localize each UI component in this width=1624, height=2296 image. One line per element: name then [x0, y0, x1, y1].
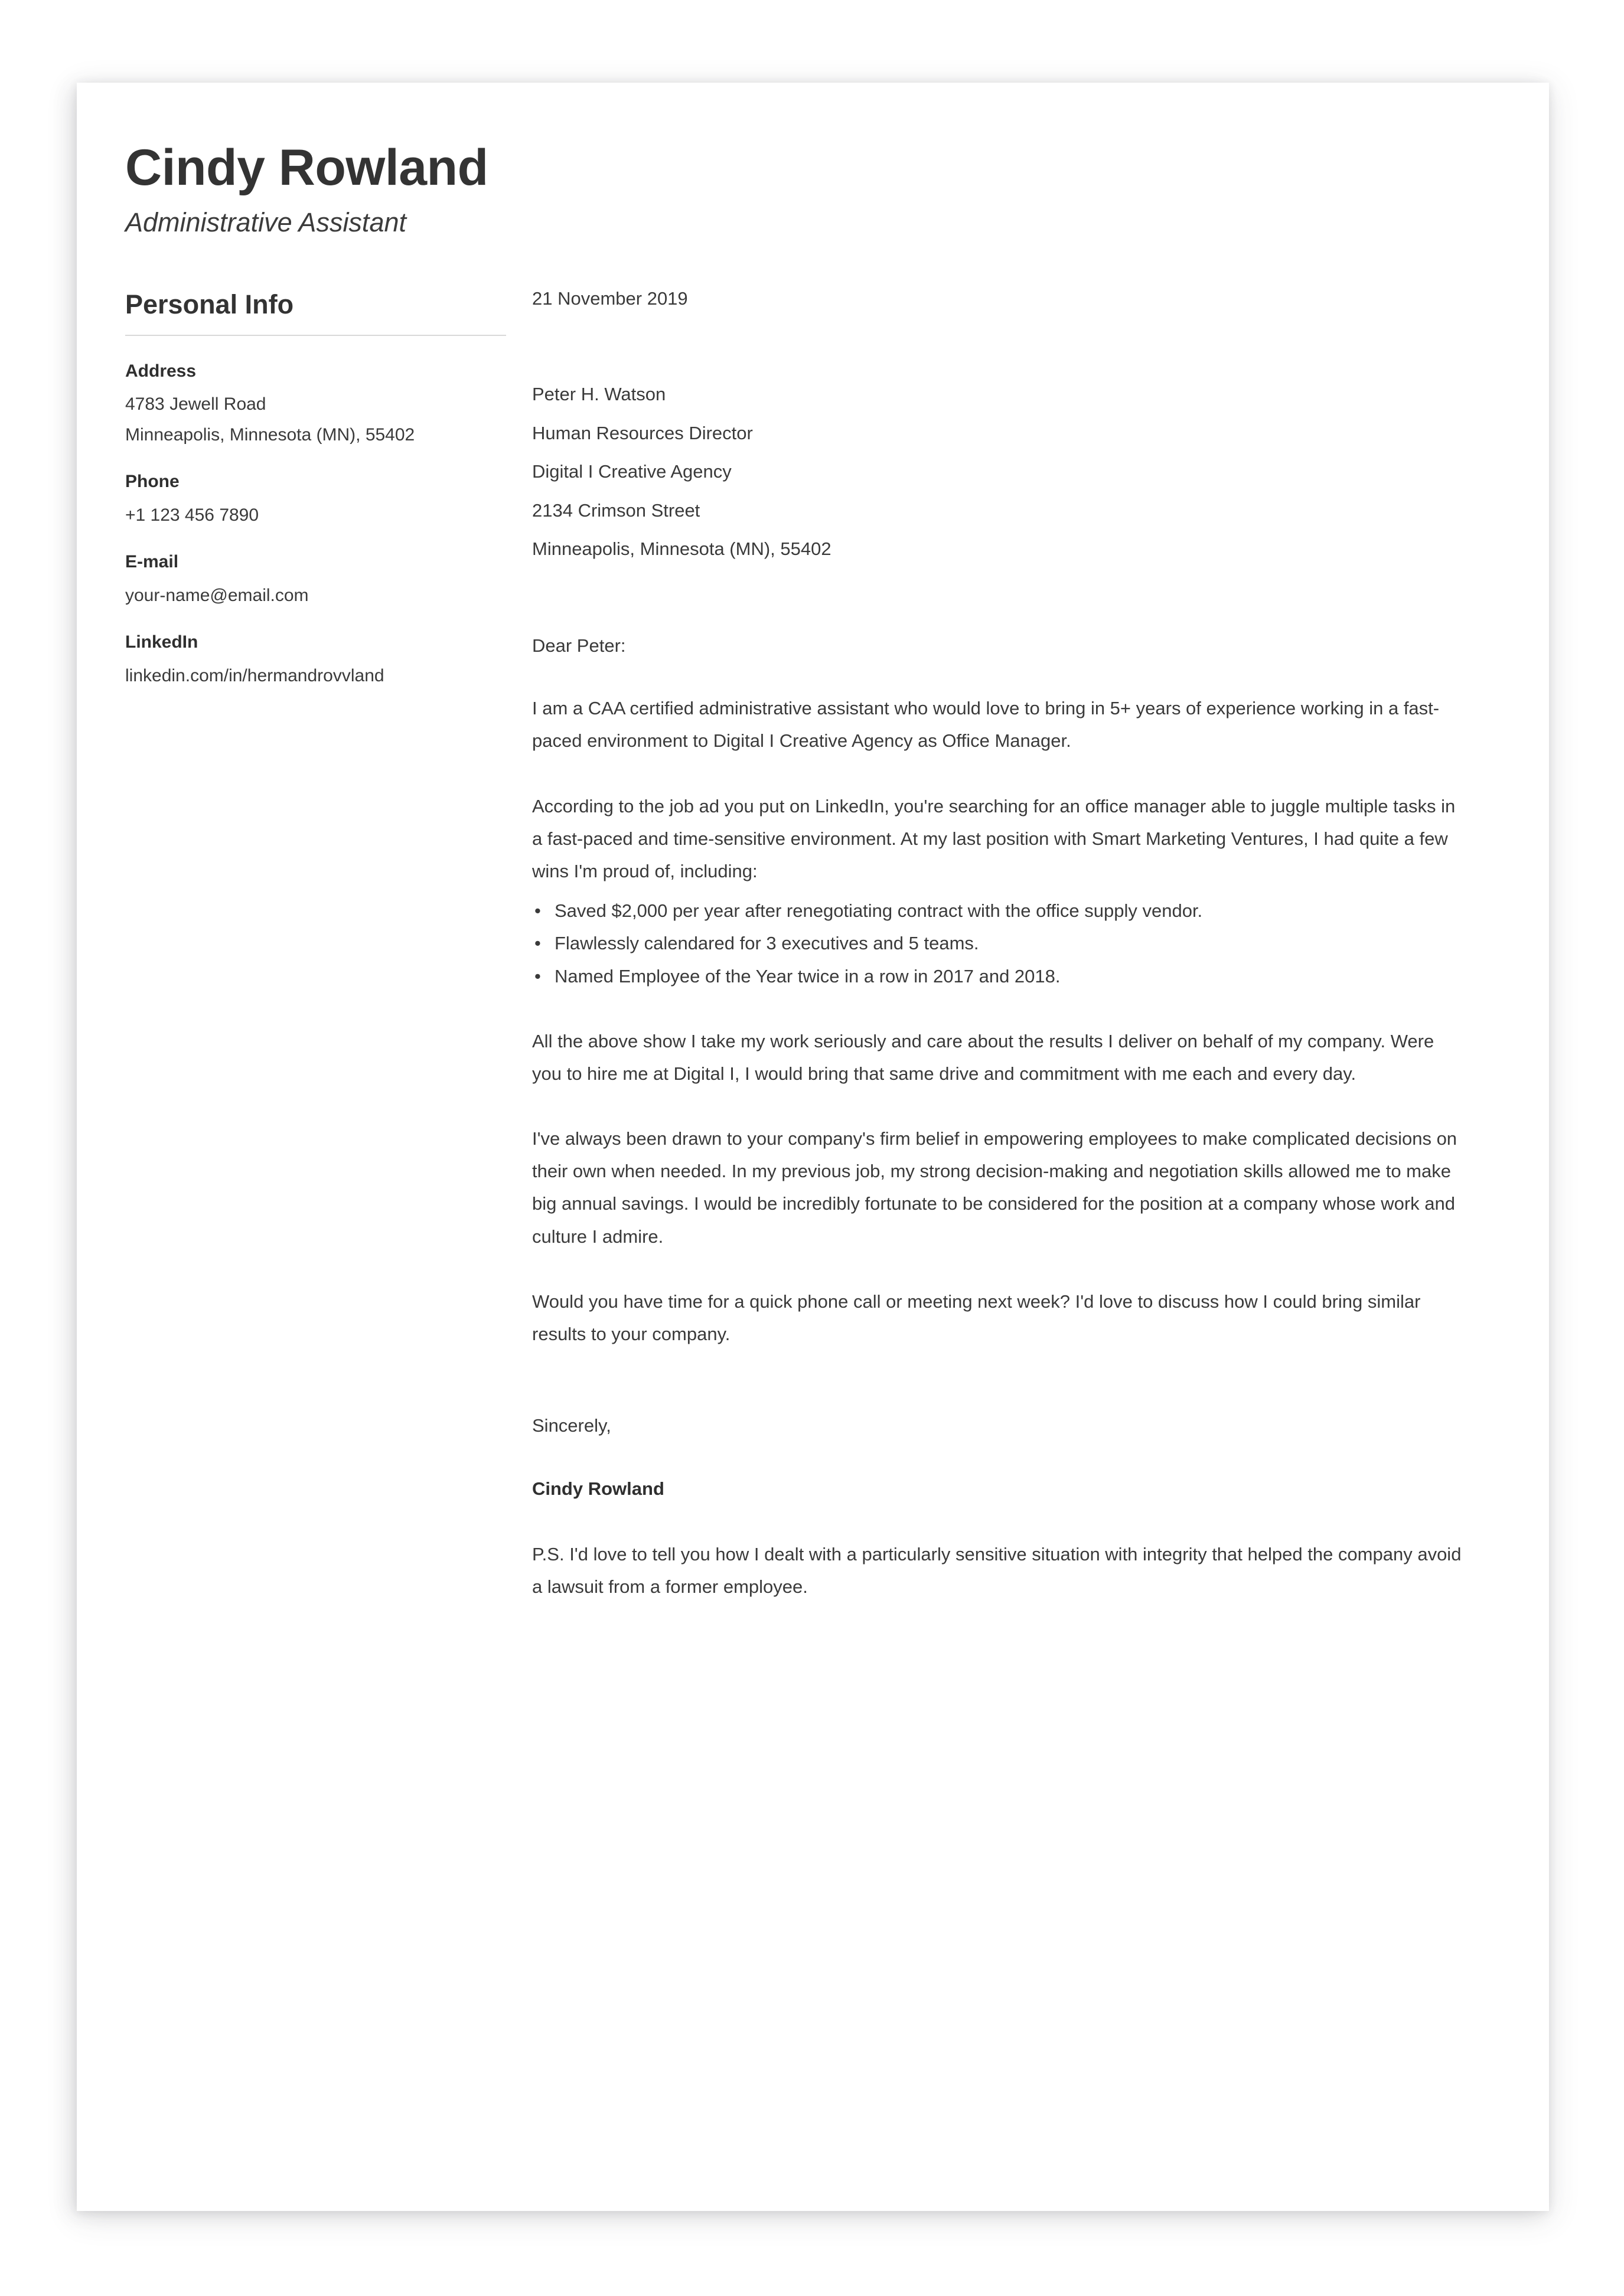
recipient-job-title: Human Resources Director: [532, 422, 753, 443]
page-content: [77, 83, 1549, 2211]
postscript: P.S. I'd love to tell you how I dealt with a particularly sensitive situation with integrity that helped the company avoid a lawsuit from a former employee.: [532, 1544, 1462, 1598]
paragraph-work-ethic: All the above show I take my work seriously and care about the results I deliver on behalf of my company. Were you to hire me at Digital I, I would bring that same drive and commitment with me each and every day.: [532, 1030, 1434, 1084]
email-value[interactable]: your-name@email.com: [125, 585, 309, 605]
recipient-name: Peter H. Watson: [532, 384, 666, 405]
paragraph-call-to-action: Would you have time for a quick phone call or meeting next week? I'd love to discuss how I could bring similar results to your company.: [532, 1291, 1421, 1344]
paragraph-company-culture: I've always been drawn to your company's firm belief in empowering employees to make complicated decisions on their own when needed. In my previous job, my strong decision-making and negotiation skills allowed me to make big annual savings. I would be incredibly fortunate to be considered for the position at a company whose work and culture I admire.: [532, 1128, 1457, 1247]
cover-letter-page: [77, 83, 1549, 2211]
recipient-street: 2134 Crimson Street: [532, 499, 700, 521]
signature-name: Cindy Rowland: [532, 1478, 664, 1499]
address-line-1: 4783 Jewell Road: [125, 394, 266, 414]
recipient-block: [532, 381, 1462, 563]
paragraph-job-ad: According to the job ad you put on LinkedIn, you're searching for an office manager able to juggle multiple tasks in a fast-paced and time-sensitive environment. At my last position with Smart Marketing Ventures, I had quite a few wins I'm proud of, including:: [532, 795, 1456, 881]
candidate-name: Cindy Rowland: [125, 139, 488, 196]
linkedin-value[interactable]: linkedin.com/in/hermandrovvland: [125, 665, 384, 685]
contact-block-email: [125, 550, 508, 608]
email-label: E-mail: [125, 552, 179, 572]
address-line-2: Minneapolis, Minnesota (MN), 55402: [125, 424, 415, 445]
list-item: • Flawlessly calendared for 3 executives and 5 teams.: [532, 927, 1462, 959]
contact-block-phone: [125, 470, 508, 528]
phone-value: +1 123 456 7890: [125, 505, 259, 525]
letter-columns: [125, 285, 1462, 1603]
candidate-job-title: Administrative Assistant: [125, 207, 406, 238]
contact-block-linkedin: [125, 631, 508, 688]
personal-info-heading: Personal Info: [125, 289, 506, 336]
list-item: • Named Employee of the Year twice in a row in 2017 and 2018.: [532, 960, 1462, 992]
letterhead: [125, 139, 1462, 240]
letter-body: [508, 285, 1462, 1603]
address-label: Address: [125, 361, 197, 381]
recipient-company: Digital I Creative Agency: [532, 461, 732, 482]
salutation: Dear Peter:: [532, 635, 626, 656]
recipient-city-state-zip: Minneapolis, Minnesota (MN), 55402: [532, 538, 831, 560]
list-item: • Saved $2,000 per year after renegotiating contract with the office supply vendor.: [532, 894, 1462, 927]
closing-salutation: Sincerely,: [532, 1415, 611, 1436]
letter-date: 21 November 2019: [532, 288, 688, 309]
paragraph-intro: I am a CAA certified administrative assistant who would love to bring in 5+ years of experience working in a fast-paced environment to Digital I Creative Agency as Office Manager.: [532, 698, 1440, 752]
contact-block-address: [125, 360, 508, 448]
phone-label: Phone: [125, 472, 180, 492]
personal-info-sidebar: [125, 285, 508, 711]
linkedin-label: LinkedIn: [125, 632, 198, 652]
achievements-list: [532, 894, 1462, 992]
